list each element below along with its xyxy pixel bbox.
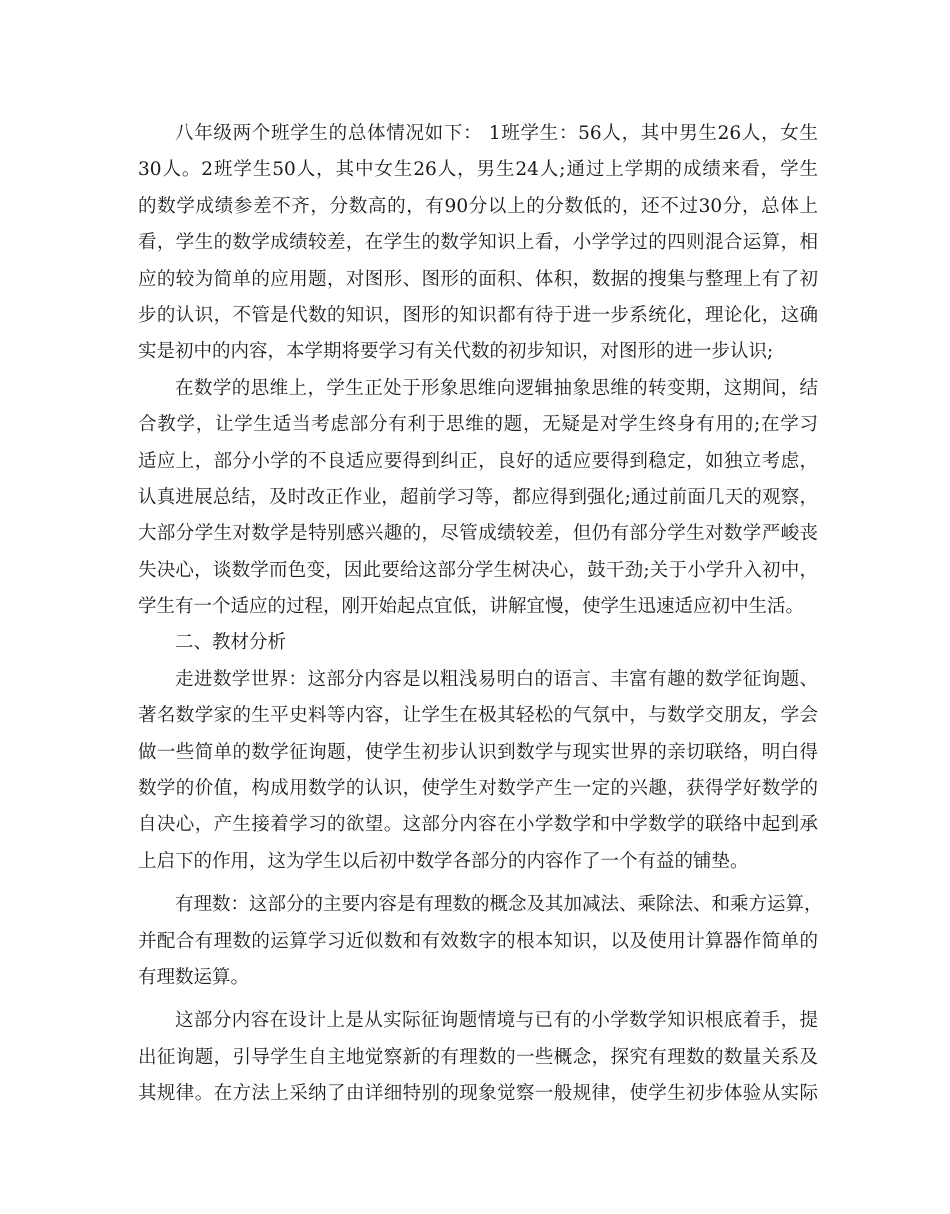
section-title: 二、教材分析 bbox=[175, 632, 287, 654]
text-line: 在数学的思维上，学生正处于形象思维向逻辑抽象思维的转变期，这期间，结 bbox=[175, 377, 818, 399]
text-line: 有理数运算。 bbox=[138, 966, 250, 988]
text-line: 失决心，谈数学而色变，因此要给这部分学生树决心，鼓干劲;关于小学升入初中， bbox=[138, 559, 818, 581]
text-line: 应的较为简单的应用题，对图形、图形的面积、体积，数据的搜集与整理上有了初 bbox=[138, 268, 818, 290]
paragraph-rational-numbers bbox=[138, 887, 823, 996]
paragraph-thinking bbox=[138, 371, 818, 626]
text-line: 30人。2班学生50人，其中女生26人，男生24人;通过上学期的成绩来看，学生 bbox=[138, 159, 818, 181]
text-line: 合教学，让学生适当考虑部分有利于思维的题，无疑是对学生终身有用的;在学习 bbox=[138, 414, 818, 436]
text-line: 大部分学生对数学是特别感兴趣的，尽管成绩较差，但仍有部分学生对数学严峻丧 bbox=[138, 523, 818, 545]
text-line: 其规律。在方法上采纳了由详细特别的现象觉察一般规律，使学生初步体验从实际 bbox=[138, 1083, 818, 1105]
text-line: 这部分内容在设计上是从实际征询题情境与已有的小学数学知识根底着手，提 bbox=[175, 1010, 818, 1032]
paragraph-gap bbox=[138, 996, 818, 1003]
text-line: 学生有一个适应的过程，刚开始起点宜低，讲解宜慢，使学生迅速适应初中生活。 bbox=[138, 596, 805, 618]
text-line: 数学的价值，构成用数学的认识，使学生对数学产生一定的兴趣，获得学好数学的 bbox=[138, 778, 818, 800]
text-line: 自决心，产生接着学习的欲望。这部分内容在小学数学和中学数学的联络中起到承 bbox=[138, 814, 818, 836]
text-line: 并配合有理数的运算学习近似数和有效数字的根本知识，以及使用计算器作简单的 bbox=[138, 930, 818, 952]
text-line: 看，学生的数学成绩较差，在学生的数学知识上看，小学学过的四则混合运算，相 bbox=[138, 232, 818, 254]
text-line: 八年级两个班学生的总体情况如下： 1班学生：56人，其中男生26人，女生 bbox=[175, 123, 818, 144]
paragraph-overview bbox=[138, 116, 818, 371]
text-line: 认真进展总结，及时改正作业，超前学习等，都应得到强化;通过前面几天的观察， bbox=[138, 486, 818, 508]
paragraph-math-world bbox=[138, 662, 818, 880]
text-line: 出征询题，引导学生自主地觉察新的有理数的一些概念，探究有理数的数量关系及 bbox=[138, 1046, 818, 1068]
paragraph-design bbox=[138, 1003, 818, 1112]
text-line: 有理数：这部分的主要内容是有理数的概念及其加减法、乘除法、和乘方运算， bbox=[175, 894, 823, 916]
paragraph-gap bbox=[138, 880, 818, 887]
text-line: 适应上，部分小学的不良适应要得到纠正，良好的适应要得到稳定，如独立考虑， bbox=[138, 450, 818, 472]
section-heading bbox=[138, 625, 818, 661]
text-line: 的数学成绩参差不齐，分数高的，有90分以上的分数低的，还不过30分，总体上 bbox=[138, 195, 818, 217]
document-body bbox=[138, 116, 823, 1113]
text-line: 著名数学家的生平史料等内容，让学生在极其轻松的气氛中，与数学交朋友，学会 bbox=[138, 705, 818, 727]
text-line: 步的认识，不管是代数的知识，图形的知识都有待于进一步系统化，理论化，这确 bbox=[138, 304, 818, 326]
text-line: 实是初中的内容，本学期将要学习有关代数的初步知识，对图形的进一步认识; bbox=[138, 341, 774, 363]
text-line: 上启下的作用，这为学生以后初中数学各部分的内容作了一个有益的铺垫。 bbox=[138, 850, 749, 872]
text-line: 做一些简单的数学征询题，使学生初步认识到数学与现实世界的亲切联络，明白得 bbox=[138, 741, 818, 763]
text-line: 走进数学世界：这部分内容是以粗浅易明白的语言、丰富有趣的数学征询题、 bbox=[175, 668, 818, 690]
